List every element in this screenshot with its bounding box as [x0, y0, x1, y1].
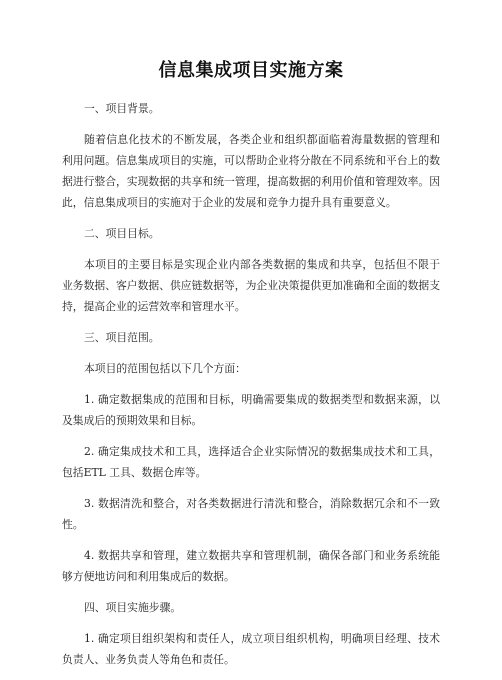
- list-item: 1. 确定项目组织架构和责任人，成立项目组织机构，明确项目经理、技术负责人、业务负责人等角色和责任。: [62, 632, 440, 666]
- list-item: 2. 确定集成技术和工具，选择适合企业实际情况的数据集成技术和工具，包括ETL 工具、数据仓库等。: [62, 445, 440, 479]
- document-title: 信息集成项目实施方案: [158, 60, 344, 81]
- document-body: [62, 98, 440, 680]
- section-heading-background: 一、项目背景。: [84, 102, 160, 115]
- section-paragraph-goals: 本项目的主要目标是实现企业内部各类数据的集成和共享，包括但不限于业务数据、客户数据、供应链数据等，为企业决策提供更加准确和全面的数据支持，提高企业的运营效率和管理水平。: [62, 258, 440, 313]
- list-item: 1. 确定数据集成的范围和目标，明确需要集成的数据类型和数据来源，以及集成后的预期效果和目标。: [62, 393, 440, 427]
- section-heading-steps: 四、项目实施步骤。: [84, 601, 182, 614]
- list-item: 3. 数据清洗和整合，对各类数据进行清洗和整合，消除数据冗余和不一致性。: [62, 497, 440, 531]
- section-intro-scope: 本项目的范围包括以下几个方面：: [84, 362, 246, 375]
- section-heading-goals: 二、项目目标。: [84, 227, 160, 240]
- section-paragraph-background: 随着信息化技术的不断发展，各类企业和组织都面临着海量数据的管理和利用问题。信息集成项目的实施，可以帮助企业将分散在不同系统和平台上的数据进行整合，实现数据的共享和统一管理，提高数据的利用价值和管理效率。因此，信息集成项目的实施对于企业的发展和竞争力提升具有重要意义。: [62, 133, 440, 209]
- list-item: 4. 数据共享和管理，建立数据共享和管理机制，确保各部门和业务系统能够方便地访问和利用集成后的数据。: [62, 549, 440, 583]
- section-heading-scope: 三、项目范围。: [84, 331, 160, 344]
